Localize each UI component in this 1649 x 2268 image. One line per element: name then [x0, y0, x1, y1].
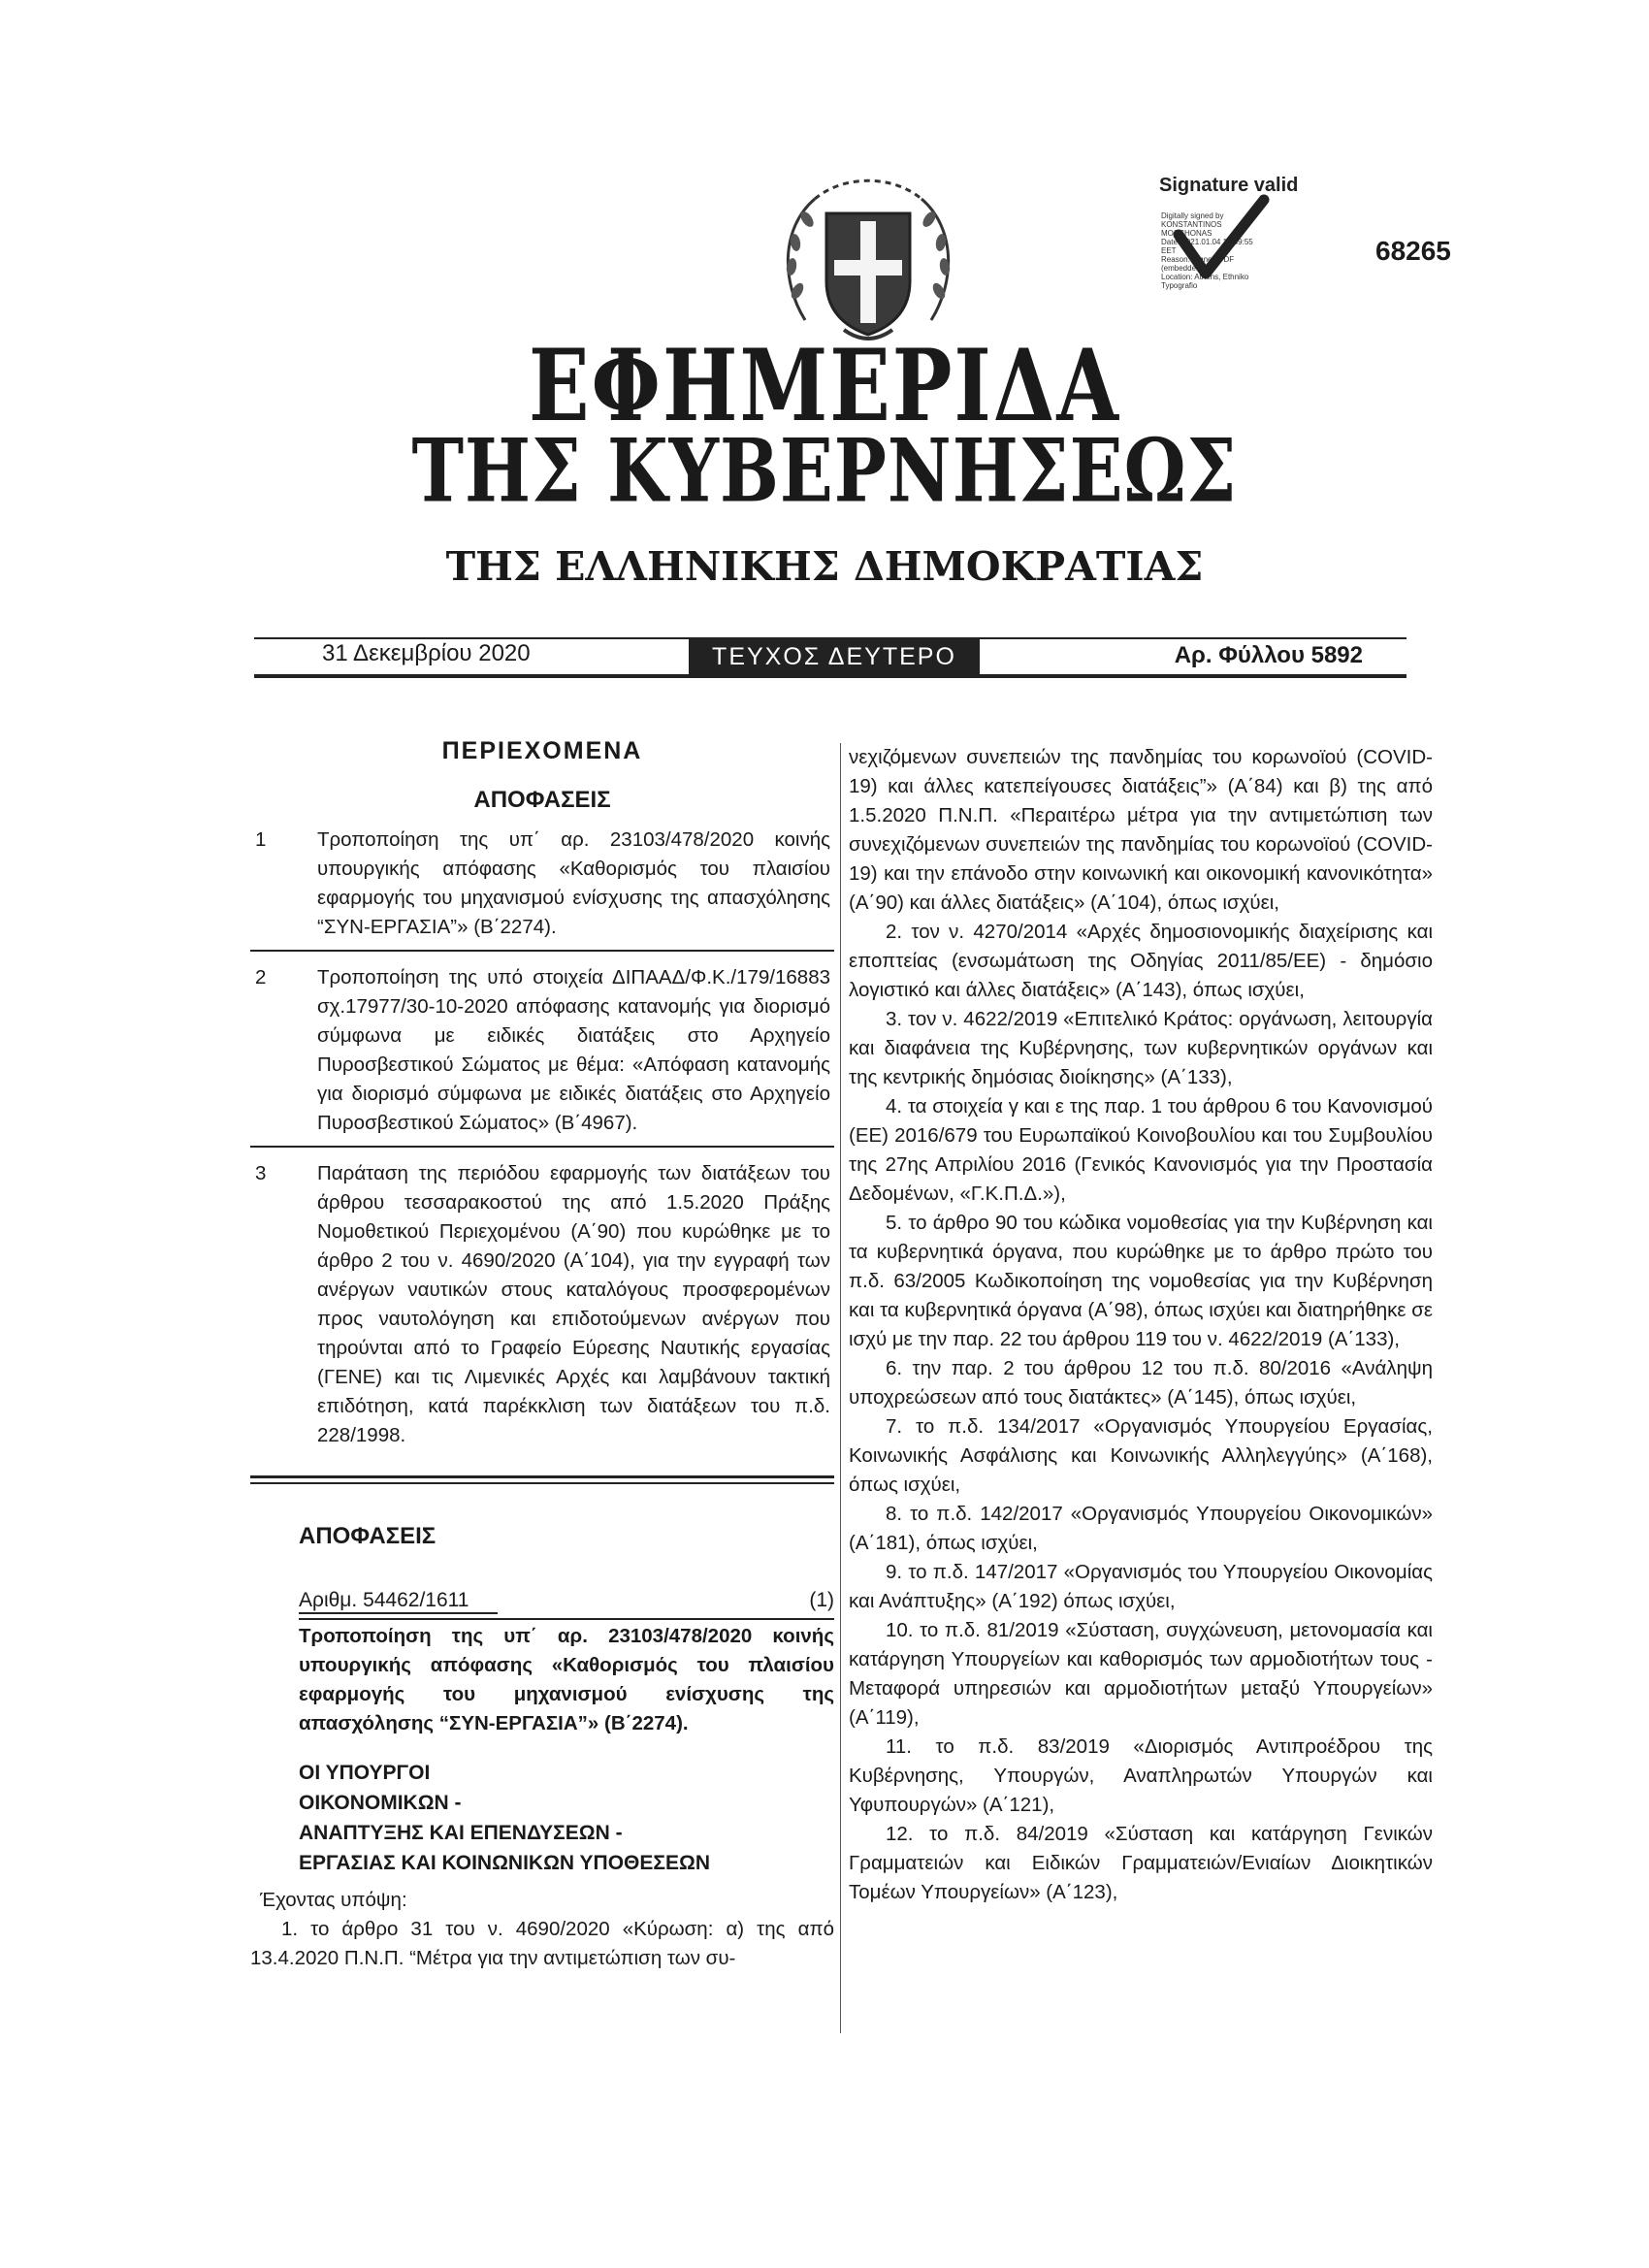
- paragraph: 3. τον ν. 4622/2019 «Επιτελικό Κράτος: οργάνωση, λειτουργία και διαφάνεια της Κυβέρνησης, των κυβερνητικών οργάνων και της κεντρικής δημόσιας διοίκησης» (Α΄133),: [849, 1008, 1433, 1088]
- toc-item-number: 1: [255, 828, 267, 851]
- page-number: 68265: [1375, 236, 1451, 266]
- toc-item-text: Παράταση της περιόδου εφαρμογής των διατάξεων του άρθρου τεσσαρακοστού της από 1.5.2020 Πράξης Νομοθετικού Περιεχομένου (Α΄90) που κυρώθηκε με το άρθρο 2 του ν. 4690/2020 (Α΄104), για την εγγραφή των ανέργων ναυτικών στους καταλόγους προσφερομένων προς ναυτολόγηση και επιδοτούμενων ανέργων που τηρούνται από το Γραφείο Εύρεσης Ναυτικής εργασίας (ΓΕΝΕ) και τις Λιμενικές Αρχές και λαμβάνουν τακτική επιδότηση, κατά παρέκκλιση των διατάξεων του π.δ. 228/1998.: [317, 1162, 830, 1446]
- toc-item-text: Τροποποίηση της υπ΄ αρ. 23103/478/2020 κοινής υπουργικής απόφασης «Καθορισμός του πλαισίου εφαρμογής του μηχανισμού ενίσχυσης της απασχόλησης “ΣΥΝ-ΕΡΓΑΣΙΑ”» (Β΄2274).: [317, 828, 830, 938]
- contents-heading: ΠΕΡΙΕΧΟΜΕΝΑ: [441, 737, 643, 764]
- left-column: [250, 732, 834, 1973]
- signature-title: Signature valid: [1159, 175, 1299, 196]
- toc-item: [250, 963, 834, 1148]
- ministers-line: ΑΝΑΠΤΥΞΗΣ ΚΑΙ ΕΠΕΝΔΥΣΕΩΝ -: [299, 1822, 623, 1844]
- considering-heading: Έχοντας υπόψη:: [260, 1889, 407, 1911]
- toc-item: [250, 826, 834, 952]
- paragraph: 4. τα στοιχεία γ και ε της παρ. 1 του άρθρου 6 του Κανονισμού (ΕΕ) 2016/679 του Ευρωπαϊκού Κοινοβουλίου και του Συμβουλίου της 27ης Απριλίου 2016 (Γενικός Κανονισμός για την Προστασία Δεδομένων, «Γ.Κ.Π.Δ.»),: [849, 1095, 1433, 1205]
- paragraph: 8. το π.δ. 142/2017 «Οργανισμός Υπουργείου Οικονομικών» (Α΄181), όπως ισχύει,: [849, 1503, 1433, 1554]
- paragraph: 7. το π.δ. 134/2017 «Οργανισμός Υπουργείου Εργασίας, Κοινωνικής Ασφάλισης και Κοινωνικής Αλληλεγγύης» (Α΄168), όπως ισχύει,: [849, 1415, 1433, 1496]
- considering-text: [250, 1886, 834, 1973]
- ministers-block: [299, 1758, 834, 1878]
- digital-signature-stamp: [1140, 175, 1300, 291]
- decision-index: (1): [809, 1589, 834, 1611]
- issue-date: 31 Δεκεμβρίου 2020: [322, 640, 531, 666]
- toc-item-number: 2: [255, 966, 267, 988]
- toc-item: [250, 1159, 834, 1458]
- emblem-icon: [776, 175, 960, 349]
- checkmark-icon: [1140, 175, 1300, 291]
- greek-coat-of-arms-emblem: [776, 175, 960, 349]
- paragraph: νεχιζόμενων συνεπειών της πανδημίας του κορωνοϊού (COVID-19) και άλλες κατεπείγουσες διατάξεις”» (Α΄84) και β) της από 1.5.2020 Π.Ν.Π. «Περαιτέρω μέτρα για την αντιμετώπιση των συνεχιζόμενων συνεπειών της πανδημίας του κορωνοϊού (COVID-19) και την επάνοδο στην κοινωνική και οικονομική κανονικότητα» (Α΄90) και άλλες διατάξεις» (Α΄104), όπως ισχύει,: [849, 746, 1433, 914]
- ministers-line: ΟΙΚΟΝΟΜΙΚΩΝ -: [299, 1792, 462, 1814]
- issue-series: ΤΕΥΧΟΣ ΔΕΥΤΕΡΟ: [689, 639, 980, 674]
- ministers-line: ΟΙ ΥΠΟΥΡΓΟΙ: [299, 1762, 431, 1784]
- contents-subheading: ΑΠΟΦΑΣΕΙΣ: [473, 787, 611, 813]
- paragraph: 5. το άρθρο 90 του κώδικα νομοθεσίας για την Κυβέρνηση και τα κυβερνητικά όργανα, που κυρώθηκε με το άρθρο πρώτο του π.δ. 63/2005 Κωδικοποίηση της νομοθεσίας για την Κυβέρνηση και τα κυβερνητικά όργανα (Α΄98), όπως ισχύει και διατηρήθηκε σε ισχύ με την παρ. 22 του άρθρου 119 του ν. 4622/2019 (Α΄133),: [849, 1212, 1433, 1350]
- paragraph: 2. τον ν. 4270/2014 «Αρχές δημοσιονομικής διαχείρισης και εποπτείας (ενσωμάτωση της Οδηγίας 2011/85/ΕΕ) - δημόσιο λογιστικό και άλλες διατάξεις» (Α΄143), όπως ισχύει,: [849, 921, 1433, 1001]
- paragraph: 12. το π.δ. 84/2019 «Σύσταση και κατάργηση Γενικών Γραμματειών και Ειδικών Γραμματειών/Ενιαίων Διοικητικών Τομέων Υπουργείων» (Α΄123),: [849, 1823, 1433, 1903]
- decisions-heading: ΑΠΟΦΑΣΕΙΣ: [299, 1523, 436, 1549]
- gazette-subtitle: ΤΗΣ ΕΛΛΗΝΙΚΗΣ ΔΗΜΟΚΡΑΤΙΑΣ: [445, 543, 1204, 590]
- section-divider: [250, 1475, 834, 1484]
- gazette-title-line2: ΤΗΣ ΚΥΒΕΡΝΗΣΕΩΣ: [411, 418, 1238, 522]
- paragraph: 6. την παρ. 2 του άρθρου 12 του π.δ. 80/2016 «Ανάληψη υποχρεώσεων από τους διατάκτες» (Α΄145), όπως ισχύει,: [849, 1357, 1433, 1409]
- decision-number: Αριθμ. 54462/1611: [299, 1589, 498, 1614]
- gazette-title: ΕΦΗΜΕΡΙΔΑ: [529, 328, 1120, 444]
- paragraph: 9. το π.δ. 147/2017 «Οργανισμός του Υπουργείου Οικονομίας και Ανάπτυξης» (Α΄192) όπως ισχύει,: [849, 1561, 1433, 1612]
- paragraph: 10. το π.δ. 81/2019 «Σύσταση, συγχώνευση, μετονομασία και κατάργηση Υπουργείων και καθορισμός των αρμοδιοτήτων τους - Μεταφορά υπηρεσιών και αρμοδιοτήτων μεταξύ Υπουργείων» (Α΄119),: [849, 1619, 1433, 1729]
- decision-title: Τροποποίηση της υπ΄ αρ. 23103/478/2020 κοινής υπουργικής απόφασης «Καθορισμός του πλαισίου εφαρμογής του μηχανισμού ενίσχυσης της απασχόλησης “ΣΥΝ-ΕΡΓΑΣΙΑ”» (Β΄2274).: [299, 1618, 834, 1738]
- toc-item-text: Τροποποίηση της υπό στοιχεία ΔΙΠΑΑΔ/Φ.Κ./179/16883 σχ.17977/30-10-2020 απόφασης κατανομής για διορισμό σύμφωνα με ειδικές διατάξεις στο Αρχηγείο Πυροσβεστικού Σώματος με θέμα: «Απόφαση κατανομής για διορισμό σύμφωνα με ειδικές διατάξεις στο Αρχηγείο Πυροσβεστικού Σώματος» (Β΄4967).: [317, 966, 830, 1134]
- toc-item-number: 3: [255, 1162, 267, 1184]
- right-column: [849, 743, 1433, 1907]
- paragraph: 1. το άρθρο 31 του ν. 4690/2020 «Κύρωση: α) της από 13.4.2020 Π.Ν.Π. “Μέτρα για την αντιμετώπιση των συ-: [250, 1918, 834, 1969]
- column-divider: [840, 743, 841, 2033]
- decision-number-row: [250, 1589, 834, 1614]
- paragraph: 11. το π.δ. 83/2019 «Διορισμός Αντιπροέδρου της Κυβέρνησης, Υπουργών, Αναπληρωτών Υπουργών και Υφυπουργών» (Α΄121),: [849, 1735, 1433, 1816]
- ministers-line: ΕΡΓΑΣΙΑΣ ΚΑΙ ΚΟΙΝΩΝΙΚΩΝ ΥΠΟΘΕΣΕΩΝ: [299, 1852, 711, 1874]
- signature-details: Digitally signed by KONSTANTINOS MOSCHONAS Date: 2021.01.04 15:49:55 EET Reason: Signed PDF (embedded) Location: Athens, Ethniko Typografio: [1161, 211, 1253, 290]
- sheet-number: Αρ. Φύλλου 5892: [1174, 642, 1363, 668]
- issue-band: [254, 637, 1406, 678]
